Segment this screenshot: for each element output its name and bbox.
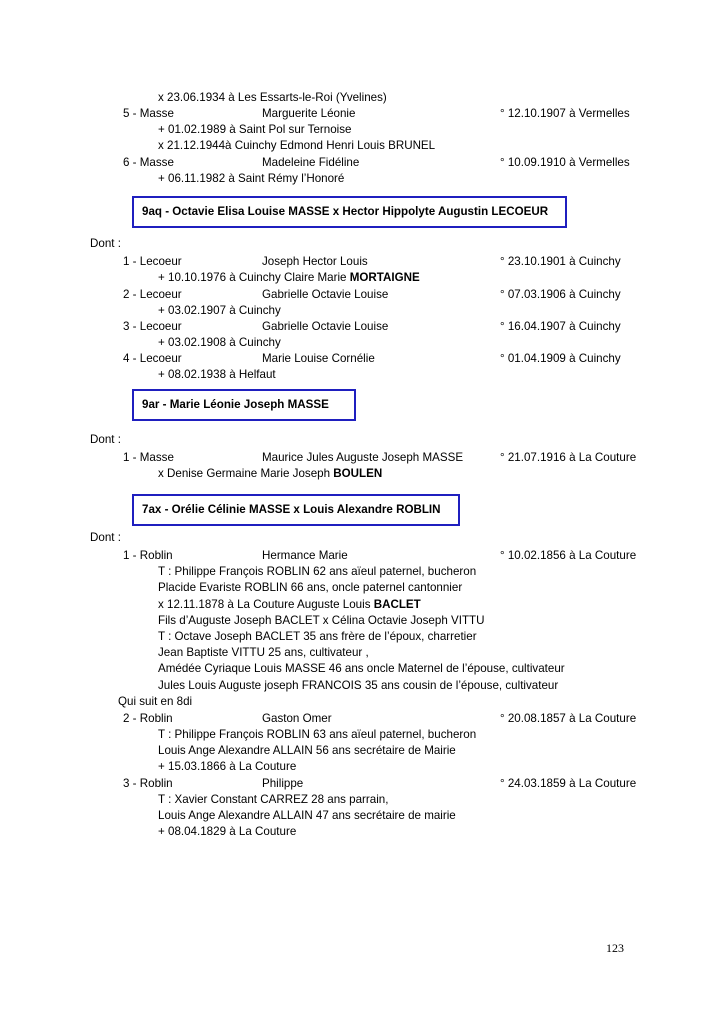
entry-birth: ° 21.07.1916 à La Couture bbox=[500, 451, 637, 464]
entry-number: 1 - Roblin bbox=[123, 549, 173, 562]
section-heading-9ar bbox=[132, 389, 356, 421]
section-title: 9aq - Octavie Elisa Louise MASSE x Hector Hippolyte Augustin LECOEUR bbox=[142, 205, 549, 218]
text-line: T : Octave Joseph BACLET 35 ans frère de l’époux, charretier bbox=[158, 630, 477, 643]
text-line: + 01.02.1989 à Saint Pol sur Ternoise bbox=[158, 123, 352, 136]
entry-birth: ° 20.08.1857 à La Couture bbox=[500, 712, 637, 725]
dont-label: Dont : bbox=[90, 433, 121, 446]
surname-bold: MORTAIGNE bbox=[349, 271, 420, 284]
entry-birth: ° 24.03.1859 à La Couture bbox=[500, 777, 637, 790]
surname-bold: BACLET bbox=[373, 598, 421, 611]
text-line: x 21.12.1944à Cuinchy Edmond Henri Louis BRUNEL bbox=[158, 139, 436, 152]
text-line: x 23.06.1934 à Les Essarts-le-Roi (Yvelines) bbox=[158, 91, 387, 104]
entry-number: 6 - Masse bbox=[123, 156, 174, 169]
text-line: x Denise Germaine Marie Joseph BOULEN bbox=[158, 467, 383, 480]
text-line: T : Xavier Constant CARREZ 28 ans parrain, bbox=[158, 793, 389, 806]
entry-name: Gaston Omer bbox=[262, 712, 332, 725]
text-line: Placide Evariste ROBLIN 66 ans, oncle paternel cantonnier bbox=[158, 581, 463, 594]
entry-birth: ° 23.10.1901 à Cuinchy bbox=[500, 255, 621, 268]
entry-name: Maurice Jules Auguste Joseph MASSE bbox=[262, 451, 464, 464]
entry-name: Joseph Hector Louis bbox=[262, 255, 368, 268]
text-line: T : Philippe François ROBLIN 62 ans aïeul paternel, bucheron bbox=[158, 565, 477, 578]
entry-birth: ° 12.10.1907 à Vermelles bbox=[500, 107, 630, 120]
section-title: 7ax - Orélie Célinie MASSE x Louis Alexandre ROBLIN bbox=[142, 503, 441, 516]
page-number: 123 bbox=[606, 941, 624, 955]
text-line: Louis Ange Alexandre ALLAIN 56 ans secrétaire de Mairie bbox=[158, 744, 456, 757]
entry-number: 2 - Roblin bbox=[123, 712, 173, 725]
entry-birth: ° 10.02.1856 à La Couture bbox=[500, 549, 637, 562]
text-line: Amédée Cyriaque Louis MASSE 46 ans oncle Maternel de l’épouse, cultivateur bbox=[158, 662, 565, 675]
entry-name: Philippe bbox=[262, 777, 304, 790]
entry-number: 5 - Masse bbox=[123, 107, 174, 120]
entry-birth: ° 01.04.1909 à Cuinchy bbox=[500, 352, 621, 365]
dont-label: Dont : bbox=[90, 237, 121, 250]
text-line: Louis Ange Alexandre ALLAIN 47 ans secrétaire de mairie bbox=[158, 809, 456, 822]
text-line: + 10.10.1976 à Cuinchy Claire Marie MORTAIGNE bbox=[158, 271, 420, 284]
entry-number: 3 - Lecoeur bbox=[123, 320, 182, 333]
surname-bold: BOULEN bbox=[333, 467, 383, 480]
dont-label: Dont : bbox=[90, 531, 121, 544]
text-line: x 12.11.1878 à La Couture Auguste Louis BACLET bbox=[158, 598, 421, 611]
entry-name: Marie Louise Cornélie bbox=[262, 352, 375, 365]
text-line: + 03.02.1908 à Cuinchy bbox=[158, 336, 281, 349]
entry-name: Gabrielle Octavie Louise bbox=[262, 288, 389, 301]
text-line: + 08.04.1829 à La Couture bbox=[158, 825, 297, 838]
entry-birth: ° 07.03.1906 à Cuinchy bbox=[500, 288, 621, 301]
entry-name: Gabrielle Octavie Louise bbox=[262, 320, 389, 333]
entry-number: 4 - Lecoeur bbox=[123, 352, 182, 365]
entry-birth: ° 16.04.1907 à Cuinchy bbox=[500, 320, 621, 333]
text-line: + 15.03.1866 à La Couture bbox=[158, 760, 297, 773]
text-line: Fils d’Auguste Joseph BACLET x Célina Octavie Joseph VITTU bbox=[158, 614, 485, 627]
entry-number: 2 - Lecoeur bbox=[123, 288, 182, 301]
text-line: + 03.02.1907 à Cuinchy bbox=[158, 304, 281, 317]
section-title: 9ar - Marie Léonie Joseph MASSE bbox=[142, 398, 329, 411]
entry-number: 3 - Roblin bbox=[123, 777, 173, 790]
text-line: Jules Louis Auguste joseph FRANCOIS 35 ans cousin de l’épouse, cultivateur bbox=[158, 679, 559, 692]
section-heading-7ax bbox=[132, 494, 460, 526]
entry-name: Hermance Marie bbox=[262, 549, 348, 562]
entry-number: 1 - Lecoeur bbox=[123, 255, 182, 268]
entry-number: 1 - Masse bbox=[123, 451, 174, 464]
text-line: T : Philippe François ROBLIN 63 ans aïeul paternel, bucheron bbox=[158, 728, 477, 741]
text-line: + 08.02.1938 à Helfaut bbox=[158, 368, 276, 381]
section-heading-9aq bbox=[132, 196, 567, 228]
entry-name: Madeleine Fidéline bbox=[262, 156, 360, 169]
entry-birth: ° 10.09.1910 à Vermelles bbox=[500, 156, 630, 169]
entry-name: Marguerite Léonie bbox=[262, 107, 356, 120]
text-line: Jean Baptiste VITTU 25 ans, cultivateur , bbox=[158, 646, 369, 659]
text-line: + 06.11.1982 à Saint Rémy l’Honoré bbox=[158, 172, 345, 185]
text-line: Qui suit en 8di bbox=[118, 695, 193, 708]
